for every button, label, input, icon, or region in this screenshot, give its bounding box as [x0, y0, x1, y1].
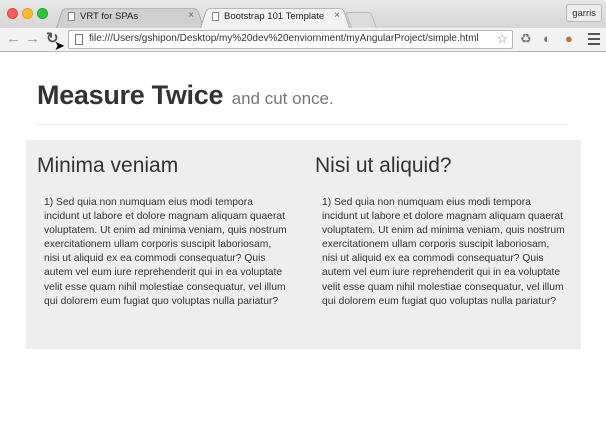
- file-icon: [75, 34, 83, 45]
- column-right: [315, 154, 565, 309]
- column-left: [37, 154, 287, 309]
- page-header: [37, 80, 334, 111]
- document-icon: [212, 12, 219, 21]
- tab-bootstrap-101-template[interactable]: [200, 6, 350, 28]
- tab-title: Bootstrap 101 Template: [224, 11, 325, 22]
- page-content: [0, 52, 606, 442]
- header-divider: [37, 124, 568, 125]
- extension-cookie-icon[interactable]: ●: [565, 31, 573, 46]
- jumbotron: [26, 140, 581, 349]
- document-icon: [68, 12, 75, 21]
- column-text: 1) Sed quia non numquam eius modi tempora incidunt ut labore et dolore magnam aliquam quaerat voluptatem. Ut enim ad minima veniam, quis nostrum exercitationem ullam corporis suscipit laboriosam, nisi ut aliquid ex ea commodi consequatur? Quis autem vel eum iure reprehenderit qui in ea voluptate velit esse quam nihil molestiae consequatur, vel illum qui dolorem eum fugiat quo voluptas nulla pariatur?: [44, 197, 287, 307]
- new-tab-button[interactable]: [345, 12, 377, 28]
- column-text: 1) Sed quia non numquam eius modi tempora incidunt ut labore et dolore magnam aliquam quaerat voluptatem. Ut enim ad minima veniam, quis nostrum exercitationem ullam corporis suscipit laboriosam, nisi ut aliquid ex ea commodi consequatur? Quis autem vel eum iure reprehenderit qui in ea voluptate velit esse quam nihil molestiae consequatur, vel illum qui dolorem eum fugiat quo voluptas nulla pariatur?: [322, 197, 565, 307]
- back-icon[interactable]: ←: [6, 30, 21, 47]
- mouse-cursor-icon: ➤: [54, 38, 65, 53]
- column-heading: Nisi ut aliquid?: [315, 154, 452, 177]
- maximize-window-button[interactable]: [37, 8, 48, 19]
- close-window-button[interactable]: [7, 8, 18, 19]
- bookmark-star-icon[interactable]: ☆: [496, 31, 508, 46]
- extension-recycle-icon[interactable]: ♻: [520, 31, 532, 46]
- browser-toolbar: [0, 28, 606, 52]
- reload-icon[interactable]: ↻: [46, 30, 59, 47]
- page-title: Measure Twice: [37, 80, 224, 110]
- extension-shield-icon[interactable]: ◐: [543, 31, 551, 46]
- browser-titlebar: [0, 0, 606, 28]
- tab-close-icon[interactable]: ×: [334, 10, 340, 21]
- profile-button[interactable]: garris: [566, 4, 602, 22]
- forward-icon[interactable]: →: [25, 30, 40, 47]
- address-bar[interactable]: [68, 30, 513, 49]
- tab-title: VRT for SPAs: [80, 11, 139, 22]
- column-heading: Minima veniam: [37, 154, 179, 177]
- url-text[interactable]: file:///Users/gshipon/Desktop/my%20dev%20enviornment/myAngularProject/simple.html: [89, 33, 479, 44]
- minimize-window-button[interactable]: [22, 8, 33, 19]
- page-subtitle: and cut once.: [231, 89, 334, 108]
- browser-menu-icon[interactable]: [588, 33, 600, 45]
- tab-close-icon[interactable]: ×: [188, 10, 194, 21]
- tab-vrt-for-spas[interactable]: [56, 6, 204, 28]
